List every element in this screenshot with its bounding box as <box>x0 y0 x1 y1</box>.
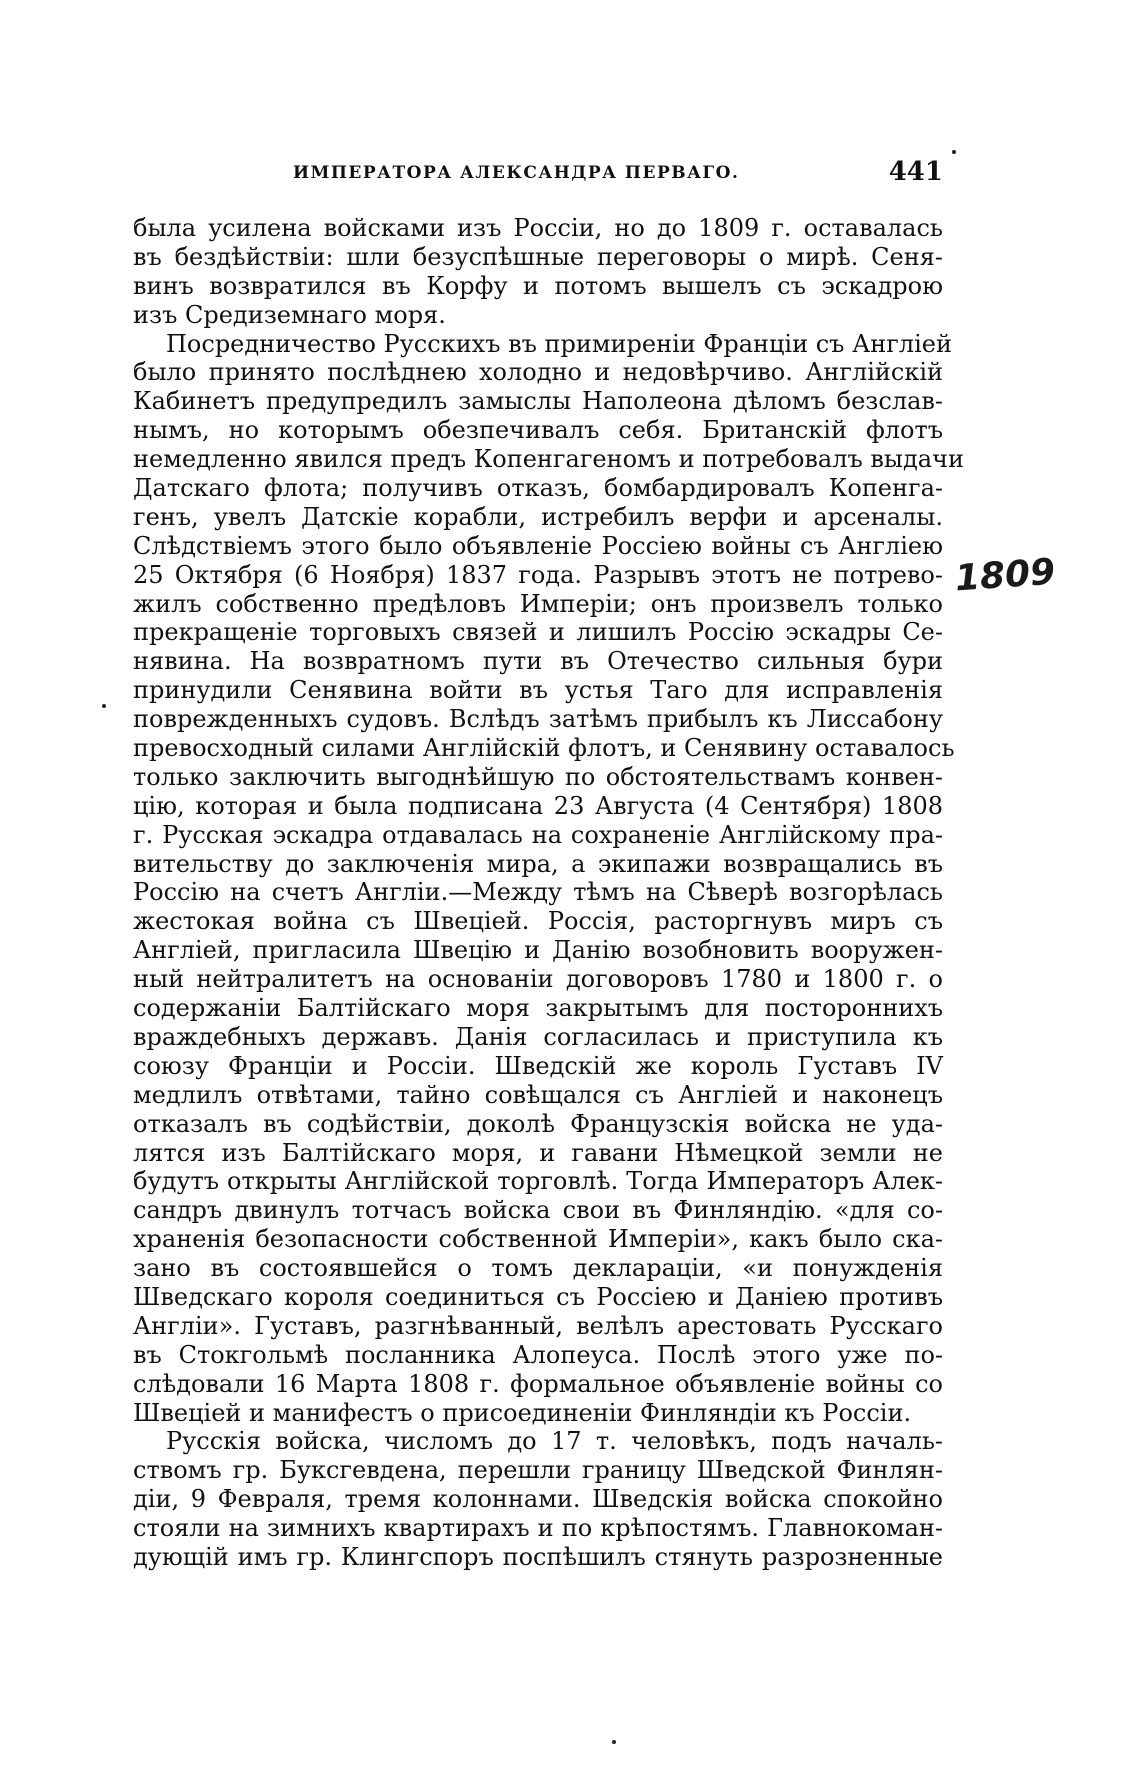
text-line: изъ Средиземнаго моря. <box>133 300 446 329</box>
text-line: цію, которая и была подписана 23 Августа (4 Сентября) 1808 <box>133 791 943 820</box>
text-line: Швеціей и манифестъ о присоединеніи Финляндіи къ Россіи. <box>133 1398 912 1427</box>
text-line: г. Русская эскадра отдавалась на сохраненіе Англійскому пра- <box>133 820 943 849</box>
text-line: поврежденныхъ судовъ. Вслѣдъ затѣмъ прибылъ къ Лиссабону <box>133 705 943 734</box>
text-line: будутъ открыты Англійской торговлѣ. Тогда Императоръ Алек- <box>133 1167 943 1196</box>
text-line: жестокая война съ Швеціей. Россія, расторгнувъ миръ съ <box>133 907 943 936</box>
text-line: прекращеніе торговыхъ связей и лишилъ Россію эскадры Се- <box>133 618 943 647</box>
text-line: содержаніи Балтійскаго моря закрытымъ для постороннихъ <box>133 994 943 1023</box>
text-line: лятся изъ Балтійскаго моря, и гавани Нѣмецкой земли не <box>133 1138 943 1167</box>
page-number: 441 <box>888 157 943 187</box>
text-line: Слѣдствіемъ этого было объявленіе Россіею войны съ Англіею <box>133 531 943 560</box>
print-speck <box>102 704 106 708</box>
text-line: 25 Октября (6 Ноября) 1837 года. Разрывъ этотъ не потрево- <box>133 560 943 589</box>
text-line: нявина. На возвратномъ пути въ Отечество сильныя бури <box>133 647 943 676</box>
text-line: только заключить выгоднѣйшую по обстоятельствамъ конвен- <box>133 762 943 791</box>
text-line: отказалъ въ содѣйствіи, доколѣ Французскія войска не уда- <box>133 1109 943 1138</box>
text-line: жилъ собственно предѣловъ Имперіи; онъ произвелъ только <box>133 589 943 618</box>
text-line: ствомъ гр. Буксгевдена, перешли границу Шведской Финлян- <box>133 1456 943 1485</box>
text-line: генъ, увелъ Датскіе корабли, истребилъ верфи и арсеналы. <box>133 502 943 531</box>
text-line: медлилъ отвѣтами, тайно совѣщался съ Англіей и наконецъ <box>133 1080 943 1109</box>
text-line: храненія безопасности собственной Имперіи», какъ было ска- <box>133 1225 943 1254</box>
running-head <box>133 157 943 199</box>
text-line: въ Стокгольмѣ посланника Алопеуса. Послѣ этого уже по- <box>133 1340 943 1369</box>
text-line: Англіей, пригласила Швецію и Данію возобновить вооружен- <box>133 936 943 965</box>
text-line: ный нейтралитетъ на основаніи договоровъ 1780 и 1800 г. о <box>133 965 943 994</box>
text-line: было принято послѣднею холодно и недовѣрчиво. Англійскій <box>133 358 943 387</box>
text-line: была усилена войсками изъ Россіи, но до 1809 г. оставалась <box>133 214 943 242</box>
text-line: діи, 9 Февраля, тремя колоннами. Шведскія войска спокойно <box>133 1485 943 1514</box>
running-title: ИМПЕРАТОРА АЛЕКСАНДРА ПЕРВАГО. <box>293 163 740 183</box>
text-line: въ бездѣйствіи: шли безуспѣшные переговоры о мирѣ. Сеня- <box>133 242 943 271</box>
text-line: Шведскаго короля соединиться съ Россіею и Даніею противъ <box>133 1282 943 1311</box>
text-line: Датскаго флота; получивъ отказъ, бомбардировалъ Копенга- <box>133 474 943 503</box>
text-line: нымъ, но которымъ обезпечивалъ себя. Британскій флотъ <box>133 416 943 445</box>
text-line: Кабинетъ предупредилъ замыслы Наполеона дѣломъ безслав- <box>133 387 943 416</box>
text-line: Россію на счетъ Англіи.—Между тѣмъ на Сѣверѣ возгорѣлась <box>133 878 943 907</box>
text-line: враждебныхъ державъ. Данія согласилась и приступила къ <box>133 1022 943 1051</box>
print-speck <box>612 1740 616 1744</box>
text-line: стояли на зимнихъ квартирахъ и по крѣпостямъ. Главнокоман- <box>133 1514 943 1543</box>
handwritten-margin-note: 1809 <box>953 551 1057 600</box>
text-line: немедленно явился предъ Копенгагеномъ и потребовалъ выдачи <box>133 445 964 474</box>
text-line: зано въ состоявшейся о томъ деклараціи, «и понужденія <box>133 1254 943 1283</box>
text-line: Англіи». Густавъ, разгнѣванный, велѣлъ арестовать Русскаго <box>133 1311 943 1340</box>
print-speck <box>952 150 956 154</box>
text-line: дующій имъ гр. Клингспоръ поспѣшилъ стянуть разрозненные <box>133 1542 943 1571</box>
paragraph-start-line: Русскія войска, числомъ до 17 т. человѣкъ, подъ началь- <box>166 1427 943 1456</box>
text-line: вительству до заключенія мира, а экипажи возвращались въ <box>133 849 943 878</box>
text-line: винъ возвратился въ Корфу и потомъ вышелъ съ эскадрою <box>133 271 943 300</box>
text-line: принудили Сенявина войти въ устья Таго для исправленія <box>133 676 943 705</box>
paragraph-start-line: Посредничество Русскихъ въ примиреніи Франціи съ Англіей <box>166 329 952 358</box>
text-line: союзу Франціи и Россіи. Шведскій же король Густавъ IV <box>133 1051 943 1080</box>
text-line: слѣдовали 16 Марта 1808 г. формальное объявленіе войны со <box>133 1369 943 1398</box>
body-text <box>133 214 964 1572</box>
text-line: сандръ двинулъ тотчасъ войска свои въ Финляндію. «для со- <box>133 1196 943 1225</box>
text-line: превосходный силами Англійскій флотъ, и Сенявину оставалось <box>133 734 955 763</box>
